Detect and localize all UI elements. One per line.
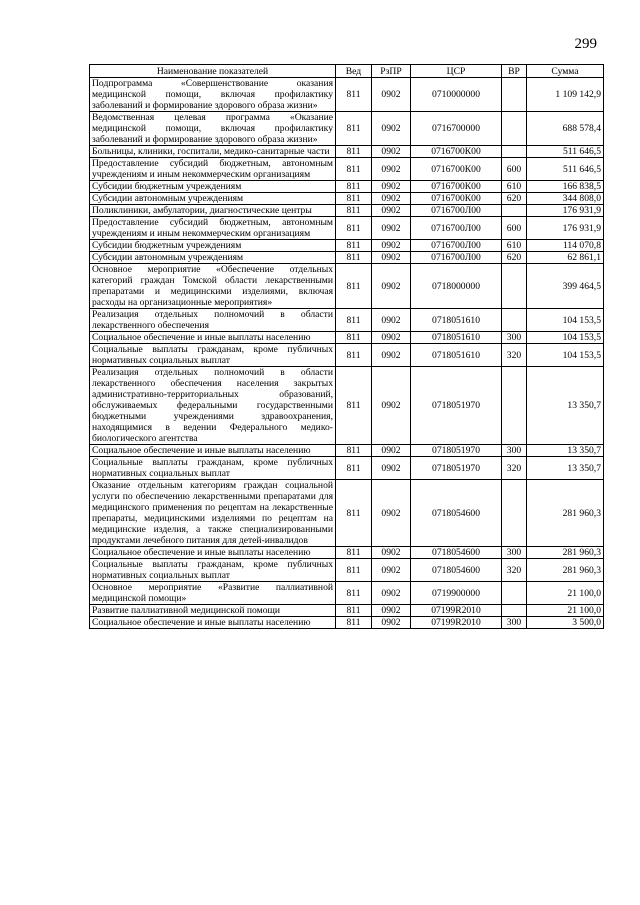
row-name: Субсидии автономным учреждениям bbox=[90, 193, 336, 205]
page-number: 299 bbox=[574, 36, 597, 52]
row-sum: 166 838,5 bbox=[527, 181, 604, 193]
table-row bbox=[90, 582, 604, 605]
table-row bbox=[90, 78, 604, 112]
row-sum: 511 646,5 bbox=[527, 158, 604, 181]
row-csr: 0716700000 bbox=[411, 112, 502, 146]
row-sum: 104 153,5 bbox=[527, 309, 604, 332]
row-ved: 811 bbox=[336, 480, 372, 547]
row-rzpr: 0902 bbox=[372, 252, 411, 264]
row-ved: 811 bbox=[336, 264, 372, 309]
row-ved: 811 bbox=[336, 193, 372, 205]
table-row bbox=[90, 264, 604, 309]
row-csr: 0718054600 bbox=[411, 559, 502, 582]
row-ved: 811 bbox=[336, 217, 372, 240]
row-rzpr: 0902 bbox=[372, 146, 411, 158]
row-csr: 0718051610 bbox=[411, 344, 502, 367]
row-vr bbox=[502, 264, 527, 309]
row-rzpr: 0902 bbox=[372, 240, 411, 252]
row-csr: 0718000000 bbox=[411, 264, 502, 309]
row-rzpr: 0902 bbox=[372, 332, 411, 344]
row-sum: 176 931,9 bbox=[527, 205, 604, 217]
table-row bbox=[90, 146, 604, 158]
row-sum: 688 578,4 bbox=[527, 112, 604, 146]
row-csr: 0716700Л00 bbox=[411, 240, 502, 252]
row-sum: 1 109 142,9 bbox=[527, 78, 604, 112]
row-sum: 21 100,0 bbox=[527, 582, 604, 605]
row-ved: 811 bbox=[336, 559, 372, 582]
row-csr: 0718054600 bbox=[411, 547, 502, 559]
row-vr: 320 bbox=[502, 559, 527, 582]
row-csr: 0718054600 bbox=[411, 480, 502, 547]
row-name: Развитие паллиативной медицинской помощи bbox=[90, 605, 336, 617]
row-name: Социальное обеспечение и иные выплаты населению bbox=[90, 547, 336, 559]
table-row bbox=[90, 480, 604, 547]
row-name: Поликлиники, амбулатории, диагностические центры bbox=[90, 205, 336, 217]
row-sum: 281 960,3 bbox=[527, 480, 604, 547]
row-sum: 104 153,5 bbox=[527, 332, 604, 344]
row-vr: 300 bbox=[502, 547, 527, 559]
row-csr: 0718051610 bbox=[411, 332, 502, 344]
table-row bbox=[90, 605, 604, 617]
row-vr: 300 bbox=[502, 332, 527, 344]
row-name: Социальное обеспечение и иные выплаты населению bbox=[90, 445, 336, 457]
table-row bbox=[90, 559, 604, 582]
row-rzpr: 0902 bbox=[372, 547, 411, 559]
row-csr: 0718051610 bbox=[411, 309, 502, 332]
table-row bbox=[90, 205, 604, 217]
row-sum: 511 646,5 bbox=[527, 146, 604, 158]
row-sum: 281 960,3 bbox=[527, 559, 604, 582]
row-sum: 13 350,7 bbox=[527, 457, 604, 480]
row-name: Реализация отдельных полномочий в области лекарственного обеспечения bbox=[90, 309, 336, 332]
table-row bbox=[90, 112, 604, 146]
table-row bbox=[90, 445, 604, 457]
row-rzpr: 0902 bbox=[372, 344, 411, 367]
row-csr: 07199R2010 bbox=[411, 605, 502, 617]
row-csr: 0719900000 bbox=[411, 582, 502, 605]
row-csr: 0718051970 bbox=[411, 367, 502, 445]
row-vr bbox=[502, 605, 527, 617]
table-row bbox=[90, 309, 604, 332]
row-ved: 811 bbox=[336, 344, 372, 367]
row-ved: 811 bbox=[336, 112, 372, 146]
row-ved: 811 bbox=[336, 445, 372, 457]
row-rzpr: 0902 bbox=[372, 309, 411, 332]
row-rzpr: 0902 bbox=[372, 480, 411, 547]
row-sum: 62 861,1 bbox=[527, 252, 604, 264]
row-ved: 811 bbox=[336, 367, 372, 445]
row-vr: 600 bbox=[502, 217, 527, 240]
row-ved: 811 bbox=[336, 617, 372, 629]
row-sum: 399 464,5 bbox=[527, 264, 604, 309]
row-vr: 300 bbox=[502, 445, 527, 457]
row-ved: 811 bbox=[336, 158, 372, 181]
row-name: Социальные выплаты гражданам, кроме публичных нормативных социальных выплат bbox=[90, 344, 336, 367]
row-csr: 0710000000 bbox=[411, 78, 502, 112]
row-vr: 600 bbox=[502, 158, 527, 181]
row-name: Субсидии бюджетным учреждениям bbox=[90, 240, 336, 252]
row-vr: 610 bbox=[502, 240, 527, 252]
row-csr: 0716700Л00 bbox=[411, 252, 502, 264]
row-rzpr: 0902 bbox=[372, 217, 411, 240]
row-ved: 811 bbox=[336, 181, 372, 193]
row-csr: 0716700К00 bbox=[411, 146, 502, 158]
row-rzpr: 0902 bbox=[372, 582, 411, 605]
row-rzpr: 0902 bbox=[372, 559, 411, 582]
row-csr: 0716700Л00 bbox=[411, 217, 502, 240]
table-row bbox=[90, 181, 604, 193]
table-row bbox=[90, 457, 604, 480]
row-vr: 610 bbox=[502, 181, 527, 193]
row-rzpr: 0902 bbox=[372, 617, 411, 629]
row-csr: 0716700К00 bbox=[411, 158, 502, 181]
row-csr: 07199R2010 bbox=[411, 617, 502, 629]
row-vr bbox=[502, 112, 527, 146]
row-name: Субсидии автономным учреждениям bbox=[90, 252, 336, 264]
row-sum: 114 070,8 bbox=[527, 240, 604, 252]
row-sum: 13 350,7 bbox=[527, 367, 604, 445]
row-name: Реализация отдельных полномочий в области лекарственного обеспечения населения закрытых административно-территориальных образований, обслуживаемых федеральными государственными бюджетными учреждениями здравоохранения, находящимися в ведении Федерального медико-биологического агентства bbox=[90, 367, 336, 445]
row-rzpr: 0902 bbox=[372, 457, 411, 480]
table-row bbox=[90, 193, 604, 205]
row-csr: 0718051970 bbox=[411, 445, 502, 457]
row-vr: 620 bbox=[502, 193, 527, 205]
row-rzpr: 0902 bbox=[372, 367, 411, 445]
row-ved: 811 bbox=[336, 457, 372, 480]
row-vr bbox=[502, 78, 527, 112]
header-vr: ВР bbox=[502, 65, 527, 78]
row-name: Подпрограмма «Совершенствование оказания медицинской помощи, включая профилактику заболеваний и формирование здорового образа жизни» bbox=[90, 78, 336, 112]
row-vr: 320 bbox=[502, 457, 527, 480]
row-name: Социальное обеспечение и иные выплаты населению bbox=[90, 332, 336, 344]
row-vr bbox=[502, 582, 527, 605]
row-vr: 300 bbox=[502, 617, 527, 629]
row-name: Социальные выплаты гражданам, кроме публичных нормативных социальных выплат bbox=[90, 559, 336, 582]
row-name: Основное мероприятие «Обеспечение отдельных категорий граждан Томской области лекарственными препаратами и медицинскими изделиями, включая расходы на организационные мероприятия» bbox=[90, 264, 336, 309]
row-name: Социальные выплаты гражданам, кроме публичных нормативных социальных выплат bbox=[90, 457, 336, 480]
header-name: Наименование показателей bbox=[90, 65, 336, 78]
row-ved: 811 bbox=[336, 146, 372, 158]
header-rzpr: РзПР bbox=[372, 65, 411, 78]
row-ved: 811 bbox=[336, 252, 372, 264]
row-rzpr: 0902 bbox=[372, 445, 411, 457]
row-name: Ведомственная целевая программа «Оказание медицинской помощи, включая профилактику заболеваний и формирование здорового образа жизни» bbox=[90, 112, 336, 146]
row-csr: 0716700К00 bbox=[411, 193, 502, 205]
table-row bbox=[90, 617, 604, 629]
row-sum: 13 350,7 bbox=[527, 445, 604, 457]
row-rzpr: 0902 bbox=[372, 264, 411, 309]
table-row bbox=[90, 344, 604, 367]
row-ved: 811 bbox=[336, 582, 372, 605]
row-csr: 0716700К00 bbox=[411, 181, 502, 193]
table-row bbox=[90, 158, 604, 181]
row-name: Основное мероприятие «Развитие паллиативной медицинской помощи» bbox=[90, 582, 336, 605]
row-vr bbox=[502, 480, 527, 547]
row-name: Больницы, клиники, госпитали, медико-санитарные части bbox=[90, 146, 336, 158]
row-rzpr: 0902 bbox=[372, 181, 411, 193]
row-sum: 104 153,5 bbox=[527, 344, 604, 367]
row-vr: 320 bbox=[502, 344, 527, 367]
row-sum: 3 500,0 bbox=[527, 617, 604, 629]
row-name: Предоставление субсидий бюджетным, автономным учреждениям и иным некоммерческим организациям bbox=[90, 217, 336, 240]
header-sum: Сумма bbox=[527, 65, 604, 78]
row-ved: 811 bbox=[336, 309, 372, 332]
row-vr bbox=[502, 146, 527, 158]
row-name: Социальное обеспечение и иные выплаты населению bbox=[90, 617, 336, 629]
row-rzpr: 0902 bbox=[372, 605, 411, 617]
row-ved: 811 bbox=[336, 605, 372, 617]
row-rzpr: 0902 bbox=[372, 78, 411, 112]
row-sum: 281 960,3 bbox=[527, 547, 604, 559]
row-rzpr: 0902 bbox=[372, 205, 411, 217]
row-vr bbox=[502, 205, 527, 217]
table-row bbox=[90, 252, 604, 264]
header-ved: Вед bbox=[336, 65, 372, 78]
row-ved: 811 bbox=[336, 205, 372, 217]
row-ved: 811 bbox=[336, 78, 372, 112]
row-rzpr: 0902 bbox=[372, 112, 411, 146]
row-csr: 0716700Л00 bbox=[411, 205, 502, 217]
row-csr: 0718051970 bbox=[411, 457, 502, 480]
row-ved: 811 bbox=[336, 240, 372, 252]
table-header-row bbox=[90, 65, 604, 78]
budget-table bbox=[89, 64, 604, 629]
row-name: Предоставление субсидий бюджетным, автономным учреждениям и иным некоммерческим организациям bbox=[90, 158, 336, 181]
table-row bbox=[90, 217, 604, 240]
row-ved: 811 bbox=[336, 332, 372, 344]
row-sum: 176 931,9 bbox=[527, 217, 604, 240]
row-name: Субсидии бюджетным учреждениям bbox=[90, 181, 336, 193]
row-vr: 620 bbox=[502, 252, 527, 264]
row-sum: 344 808,0 bbox=[527, 193, 604, 205]
row-vr bbox=[502, 309, 527, 332]
row-rzpr: 0902 bbox=[372, 193, 411, 205]
table-row bbox=[90, 367, 604, 445]
row-ved: 811 bbox=[336, 547, 372, 559]
row-rzpr: 0902 bbox=[372, 158, 411, 181]
row-sum: 21 100,0 bbox=[527, 605, 604, 617]
header-csr: ЦСР bbox=[411, 65, 502, 78]
table-row bbox=[90, 547, 604, 559]
table-row bbox=[90, 240, 604, 252]
row-name: Оказание отдельным категориям граждан социальной услуги по обеспечению лекарственными препаратами для медицинского применения по рецептам на лекарственные препараты, медицинскими изделиями по рецептам на медицинские изделия, а также специализированными продуктами лечебного питания для детей-инвалидов bbox=[90, 480, 336, 547]
table-row bbox=[90, 332, 604, 344]
row-vr bbox=[502, 367, 527, 445]
